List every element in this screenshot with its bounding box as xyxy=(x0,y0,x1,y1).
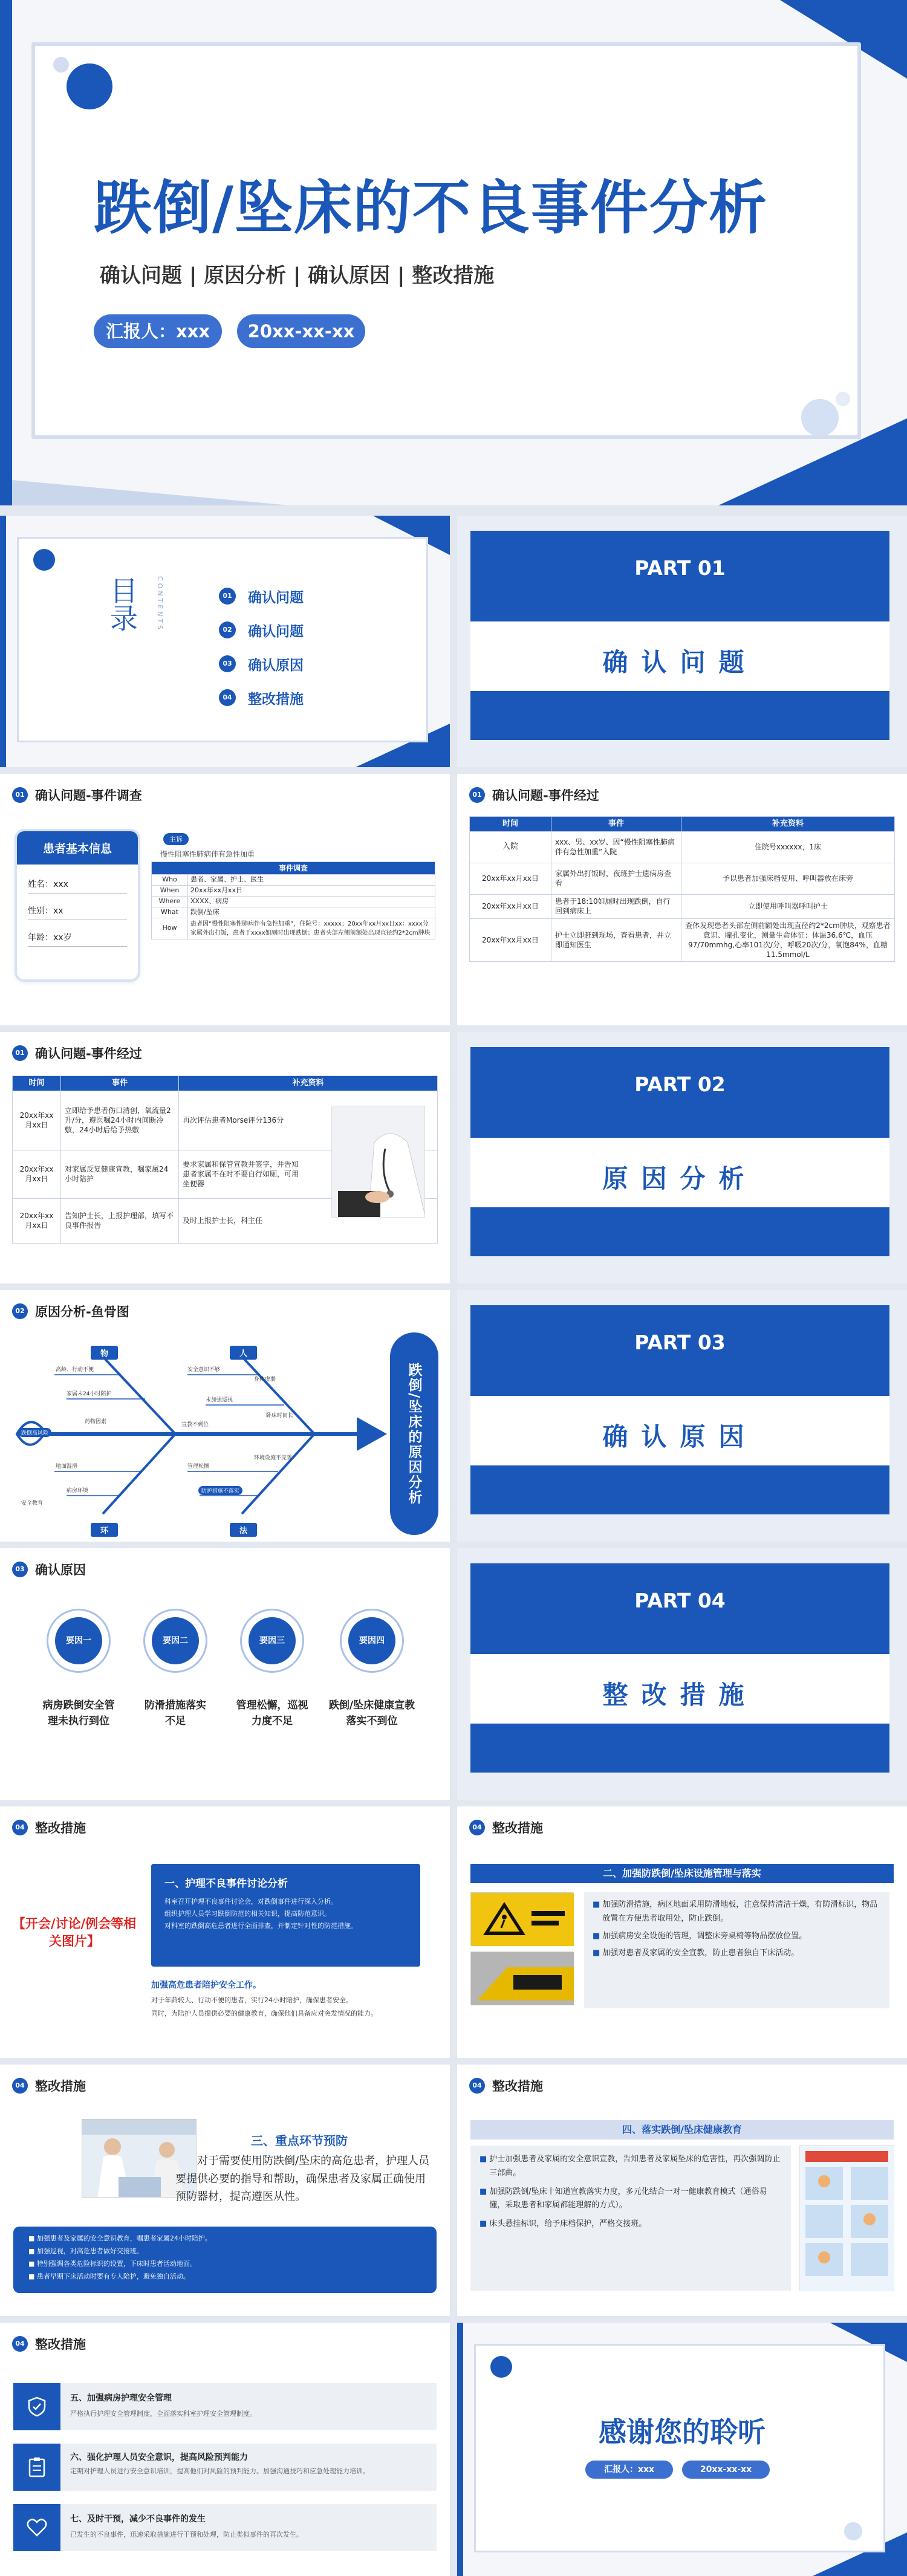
measure-row-title: 五、加强病房护理安全管理 xyxy=(70,2393,172,2403)
slide-measure-2 xyxy=(457,1806,907,2058)
cover-dot-br xyxy=(801,399,839,436)
bullet-square-icon: ■ xyxy=(28,2272,37,2280)
toc-item[interactable] xyxy=(219,613,304,647)
patient-field: 姓名：xxx xyxy=(28,878,127,894)
slide-fishbone xyxy=(0,1290,450,1542)
section-number: 01 xyxy=(12,787,28,803)
cover-bottom-left-shape xyxy=(12,463,290,505)
cause-text: 防滑措施落实不足 xyxy=(145,1699,206,1727)
escort-bullet: 同时，为陪护人员提供必要的健康教育，确保他们具备应对突发情况的能力。 xyxy=(151,2010,377,2017)
part-number: PART 01 xyxy=(634,556,726,580)
complaint-tag: 主诉 xyxy=(163,833,189,845)
section-title: 整改措施 xyxy=(492,2079,543,2094)
discussion-bullet: 组织护理人员学习跌倒防范的相关知识，提高防范意识。 xyxy=(164,1909,331,1918)
bone-label-method: 法 xyxy=(230,1523,257,1537)
section-title: 整改措施 xyxy=(35,1821,86,1835)
cause-label: 家属未24小时陪护 xyxy=(67,1391,112,1397)
cause-badge-ring xyxy=(47,1609,111,1673)
bullet-square-icon: ■ xyxy=(593,1900,600,1909)
cause-label: 安全意识不够 xyxy=(187,1367,221,1373)
facility-bullet: ■ 加强病房安全设施的管理，调整床旁桌椅等物品摆放位置。 xyxy=(593,1930,881,1944)
slide-thanks xyxy=(457,2323,907,2576)
part-box xyxy=(470,1305,889,1514)
slide-cover xyxy=(0,0,907,505)
toc-item[interactable] xyxy=(219,681,304,715)
section-title: 确认问题-事件经过 xyxy=(492,788,599,803)
bullet-square-icon: ■ xyxy=(28,2234,37,2242)
cause-label: 跌倒高风险 xyxy=(18,1428,51,1437)
section-title: 整改措施 xyxy=(35,2079,86,2094)
slide-measure-1 xyxy=(0,1806,450,2058)
keypoint-box xyxy=(13,2227,437,2293)
measure-row xyxy=(13,2444,437,2491)
thanks-date: 20xx-xx-xx xyxy=(682,2461,770,2479)
cause-item xyxy=(323,1609,420,1729)
slippery-sign-image xyxy=(470,1892,573,1945)
thanks-title: 感谢您的聆听 xyxy=(599,2416,766,2448)
cause-label: 病房环境 xyxy=(67,1488,89,1494)
section-title: 确认原因 xyxy=(35,1563,86,1577)
slide-part-03 xyxy=(457,1290,907,1542)
measure-row xyxy=(13,2383,437,2430)
cause-label: 卧床时间长 xyxy=(266,1413,294,1419)
education-bullets xyxy=(470,2146,791,2291)
toc-list xyxy=(219,579,304,715)
part-name: 确认原因 xyxy=(602,1422,758,1452)
patient-field: 性别：xx xyxy=(28,904,127,920)
measure-row-title: 六、强化护理人员安全意识，提高风险预判能力 xyxy=(70,2453,248,2462)
part-box xyxy=(470,1047,889,1256)
section-title: 确认问题-事件经过 xyxy=(35,1046,142,1061)
timeline-table: 时间 事件 补充资料 20xx年xx月xx日 立即给予患者伤口清创，氧流量2升/分，遵医嘱24小时内间断冷敷，24小时后给予热敷 再次评估患者Morse评分136分 20xx年xx月xx日 对家属反复健康宣教，嘱家属24小时陪护 要求家属和保管宣教并签字，并告知患者家属不在时不要自行如厕，可用坐便器 20xx年xx月xx日 告知护士长，上报护理部，填写不良事件报告 及时上报护士长，科主任 xyxy=(12,1075,438,1244)
cause-label: 环境设施不完善 xyxy=(254,1455,293,1461)
cause-item xyxy=(130,1609,221,1729)
section-number: 04 xyxy=(12,1820,28,1835)
section-title: 确认问题-事件调查 xyxy=(35,788,142,803)
thanks-dot xyxy=(490,2356,512,2378)
bone-label-person: 人 xyxy=(230,1346,257,1360)
bullet-square-icon: ■ xyxy=(28,2247,37,2255)
bone-label-environment: 环 xyxy=(91,1523,118,1537)
patient-card-title: 患者基本信息 xyxy=(17,831,138,865)
cause-item xyxy=(227,1609,317,1729)
slide-measure-3 xyxy=(0,2065,450,2316)
floor-sign-image xyxy=(470,1951,573,2005)
section-number: 04 xyxy=(12,2078,28,2094)
heart-hand-icon xyxy=(13,2504,60,2551)
cover-date: 20xx-xx-xx xyxy=(237,314,365,348)
toc-item-label: 整改措施 xyxy=(248,691,304,707)
slide-timeline-1 xyxy=(457,774,907,1025)
keypoint-bullet: ■ 加强患者及家属的安全意识教育，嘱患者家属24小时陪护。 xyxy=(28,2234,212,2242)
bullet-square-icon: ■ xyxy=(480,2187,487,2196)
cover-dot-small xyxy=(53,57,69,73)
section-number: 03 xyxy=(12,1562,28,1577)
toc-contents-label: CONTENTS xyxy=(156,576,164,632)
slide-part-02 xyxy=(457,1032,907,1283)
measure-row xyxy=(13,2504,437,2551)
cause-item xyxy=(33,1609,124,1729)
cause-label: 身体虚弱 xyxy=(254,1377,276,1383)
measure-row-text: 严格执行护理安全管理制度，全面落实科室护理安全管理制度。 xyxy=(70,2410,256,2418)
fishbone-head xyxy=(390,1332,438,1535)
section-title: 整改措施 xyxy=(492,1821,543,1835)
toc-title: 目录 xyxy=(106,576,138,632)
table-row: 20xx年xx月xx日 告知护士长，上报护理部，填写不良事件报告 及时上报护士长，科主任 xyxy=(13,1198,438,1243)
cause-text: 跌倒/坠床健康宣教落实不到位 xyxy=(328,1699,415,1727)
cause-badge: 要因一 xyxy=(55,1617,102,1664)
education-poster-image xyxy=(799,2146,894,2291)
toc-item[interactable] xyxy=(219,647,304,681)
patient-card xyxy=(17,831,138,979)
table-row: What 跌倒/坠床 xyxy=(152,907,435,918)
part-box xyxy=(470,531,889,740)
facility-bullet: ■ 加强对患者及家属的安全宣教，防止患者独自下床活动。 xyxy=(593,1947,881,1961)
part-number: PART 04 xyxy=(634,1589,726,1612)
section-number: 04 xyxy=(469,2078,485,2094)
discussion-box xyxy=(151,1864,420,1967)
shield-icon xyxy=(13,2383,60,2430)
cover-title: 跌倒/坠床的不良事件分析 xyxy=(94,174,769,242)
cause-badge: 要因二 xyxy=(152,1617,199,1664)
measure-row-text: 已发生的不良事件，迅速采取措施进行干预和处理，防止类似事件的再次发生。 xyxy=(70,2531,303,2539)
table-row: 20xx年xx月xx日 家属外出打饭时，夜班护士遗病房查看 予以患者加强床档使用、呼叫器放在床旁 xyxy=(470,863,895,894)
cause-label: 防护措施不落实 xyxy=(198,1486,242,1495)
keypoint-bullet: ■ 加强巡视，对高危患者做好交接班。 xyxy=(28,2247,143,2255)
cover-subtitle: 确认问题 | 原因分析 | 确认原因 | 整改措施 xyxy=(100,264,495,288)
slide-toc xyxy=(0,516,450,767)
section-number: 04 xyxy=(469,1820,485,1835)
bone-label-material: 物 xyxy=(91,1346,118,1360)
escort-bullet: 对于年龄较大、行动不便的患者，实行24小时陪护，确保患者安全。 xyxy=(151,1996,353,2004)
facility-bullets xyxy=(584,1892,889,2008)
slide-part-04 xyxy=(457,1548,907,1800)
doctor-photo xyxy=(331,1106,425,1218)
bullet-square-icon: ■ xyxy=(480,2219,487,2228)
discussion-bullet: 对科室的跌倒高危患者进行全面排查，并制定针对性的防范措施。 xyxy=(164,1921,357,1930)
education-bullet: ■ 护士加强患者及家属的安全意识宣教，告知患者及家属坠床的危害性，再次强调防止三部曲。 xyxy=(480,2153,782,2181)
cover-reporter: 汇报人：xxx xyxy=(94,314,222,348)
slide-part-01 xyxy=(457,516,907,767)
part-name: 确认问题 xyxy=(602,647,758,677)
toc-dot xyxy=(33,549,55,571)
discussion-bullet: 科室召开护理不良事件讨论会，对跌倒事件进行深入分析。 xyxy=(164,1898,337,1906)
survey-table-title: 事件调查 xyxy=(152,862,435,875)
fishbone-diagram xyxy=(6,1332,393,1535)
slide-measure-4 xyxy=(457,2065,907,2316)
part-number: PART 03 xyxy=(634,1331,726,1354)
cause-text: 管理松懈，巡视力度不足 xyxy=(236,1699,308,1727)
discussion-box-title: 一、护理不良事件讨论分析 xyxy=(164,1878,288,1890)
cause-label: 药物因素 xyxy=(85,1419,107,1425)
section-number: 04 xyxy=(12,2336,28,2352)
table-row: 20xx年xx月xx日 对家属反复健康宣教，嘱家属24小时陪护 要求家属和保管宣教并签字，并告知患者家属不在时不要自行如厕，可用坐便器 xyxy=(13,1150,438,1198)
table-row: When 20xx年xx月xx日 xyxy=(152,886,435,897)
cover-left-band xyxy=(0,0,12,505)
section-title: 原因分析-鱼骨图 xyxy=(35,1305,129,1319)
part-name: 原因分析 xyxy=(602,1164,758,1193)
toc-item-num: 04 xyxy=(219,689,236,706)
toc-item[interactable] xyxy=(219,579,304,613)
toc-item-label: 确认问题 xyxy=(248,623,304,640)
toc-item-label: 确认原因 xyxy=(248,657,304,673)
supplement-text: 及时上报护士长，科主任 xyxy=(183,1216,263,1225)
timeline-table: 时间 事件 补充资料 入院 xxx、男、xx岁、因“慢性阻塞性肺病伴有急性加重”入院 住院号xxxxxx，1床 20xx年xx月xx日 家属外出打饭时，夜班护士遗病房查看 予以患者加强床档使用、呼叫器放在床旁 20xx年xx月xx日 患者于18:10如厕时出现跌倒，自行回到病床上 立即使用呼叫器呼叫护士 20xx年xx月xx日 护士立即赶到现场，查看患者，并立即通知医生 查体发现患者头部左侧前额处出现直径约2*2cm肿块，观察患者意识、瞳孔变化，测量生命体征：体温36.6℃，血压97/70mmhg,心率101次/分，呼吸20次/分，氧饱84%，血糖11.5mmol/L xyxy=(469,816,895,962)
bullet-square-icon: ■ xyxy=(480,2155,487,2164)
section-title: 整改措施 xyxy=(35,2337,86,2352)
cause-badge: 要因四 xyxy=(348,1617,395,1664)
photo-placeholder: 【开会/讨论/例会等相关图片】 xyxy=(12,1916,137,1949)
toc-item-num: 01 xyxy=(219,588,236,605)
education-bullet: ■ 床头悬挂标识，给予床档保护，严格交接班。 xyxy=(480,2218,782,2231)
part-number: PART 02 xyxy=(634,1072,726,1096)
slide-timeline-2 xyxy=(0,1032,450,1283)
cause-label: 高龄、行动不便 xyxy=(56,1367,94,1373)
supplement-text: 再次评估患者Morse评分136分 xyxy=(183,1115,284,1124)
part-name: 整改措施 xyxy=(602,1680,758,1710)
cover-dot-br2 xyxy=(836,392,850,406)
table-row: 入院 xxx、男、xx岁、因“慢性阻塞性肺病伴有急性加重”入院 住院号xxxxxx，1床 xyxy=(470,831,895,863)
cause-badge-ring xyxy=(340,1609,404,1673)
complaint-text: 慢性阻塞性肺病伴有急性加重 xyxy=(160,850,255,858)
escort-subtitle: 加强高危患者陪护安全工作。 xyxy=(151,1981,261,1990)
clipboard-icon xyxy=(13,2444,60,2491)
cause-label: 宣教不到位 xyxy=(181,1422,209,1428)
survey-table xyxy=(151,861,435,939)
bullet-square-icon: ■ xyxy=(28,2259,37,2268)
measure-row-title: 七、及时干预，减少不良事件的发生 xyxy=(70,2514,206,2524)
keypoint-title: 三、重点环节预防 xyxy=(251,2133,348,2148)
section-number: 01 xyxy=(12,1045,28,1061)
table-row: How 患者因“慢性阻塞性肺病伴有急性加重”，住院号：xxxxx；20xx年xx月xx日xx：xxxx分家属外出打饭，患者于xxxx如厕时出现跌倒；患者头部左侧前额处出现直径约2*2cm肿块 xyxy=(152,918,435,939)
measure-row-text: 定期对护理人员进行安全意识培训，提高他们对风险的预判能力。加强沟通技巧和应急处理能力培训。 xyxy=(70,2467,369,2475)
cause-badge: 要因三 xyxy=(249,1617,296,1664)
thanks-dot-small xyxy=(844,2522,862,2540)
facility-title-bar: 二、加强防跌倒/坠床设施管理与落实 xyxy=(470,1864,894,1883)
fishbone-head-text: 跌倒/坠床的原因分析 xyxy=(406,1362,422,1505)
section-number: 02 xyxy=(12,1303,28,1319)
keypoint-para: 对于需要使用防跌倒/坠床的高危患者，护理人员要提供必要的指导和帮助，确保患者及家属正确使用预防器材，提高遵医从性。 xyxy=(175,2155,430,2204)
toc-item-num: 02 xyxy=(219,621,236,638)
cause-label: 安全教育 xyxy=(21,1501,44,1507)
part-box xyxy=(470,1563,889,1773)
table-row: Where XXXX、病房 xyxy=(152,896,435,907)
cause-badge-ring xyxy=(143,1609,207,1673)
slide-survey xyxy=(0,774,450,1025)
education-bullet: ■ 加强防跌倒/坠床十知道宣教落实力度，多元化结合一对一健康教育模式（通俗易懂，采取患者和家属都能理解的方式）。 xyxy=(480,2185,782,2213)
education-title-bar: 四、落实跌倒/坠床健康教育 xyxy=(470,2120,894,2140)
patient-field: 年龄：xx岁 xyxy=(28,931,127,947)
cause-badge-ring xyxy=(240,1609,304,1673)
cause-label: 地面湿滑 xyxy=(56,1464,78,1470)
toc-left-band xyxy=(0,516,6,767)
table-row: Who 患者、家属、护士、医生 xyxy=(152,875,435,886)
thanks-reporter: 汇报人：xxx xyxy=(585,2461,673,2479)
toc-item-num: 03 xyxy=(219,655,236,672)
cause-label: 未加强巡视 xyxy=(206,1397,233,1403)
cover-dot-large xyxy=(67,63,112,109)
supplement-text: 要求家属和保管宣教并签字，并告知患者家属不在时不要自行如厕，可用坐便器 xyxy=(183,1160,299,1189)
cause-text: 病房跌倒安全管理未执行到位 xyxy=(42,1699,115,1727)
keypoint-bullet: ■ 特别强调各类危险标识的设置，下床时患者活动地面。 xyxy=(28,2259,197,2268)
slide-measure-5 xyxy=(0,2323,450,2576)
keypoint-bullet: ■ 患者早期下床活动时要有专人陪护，避免独自活动。 xyxy=(28,2272,190,2280)
table-row: 20xx年xx月xx日 立即给予患者伤口清创，氧流量2升/分，遵医嘱24小时内间断冷敷，24小时后给予热敷 再次评估患者Morse评分136分 xyxy=(13,1091,438,1150)
facility-bullet: ■ 加强防滑措施，病区地面采用防滑地板，注意保持清洁干燥，有防滑标识，物品放置在方便患者取用处，防止跌倒。 xyxy=(593,1898,881,1926)
bullet-square-icon: ■ xyxy=(593,1931,600,1941)
table-row: 20xx年xx月xx日 患者于18:10如厕时出现跌倒，自行回到病床上 立即使用呼叫器呼叫护士 xyxy=(470,894,895,918)
table-row: 20xx年xx月xx日 护士立即赶到现场，查看患者，并立即通知医生 查体发现患者头部左侧前额处出现直径约2*2cm肿块，观察患者意识、瞳孔变化，测量生命体征：体温36.6℃，血压97/70mmhg,心率101次/分，呼吸20次/分，氧饱84%，血糖11.5mmol/L xyxy=(470,918,895,962)
cause-label: 管理松懈 xyxy=(187,1464,210,1470)
section-number: 01 xyxy=(469,787,485,803)
toc-item-label: 确认问题 xyxy=(248,589,304,606)
bullet-square-icon: ■ xyxy=(593,1948,600,1958)
slide-confirm-causes xyxy=(0,1548,450,1800)
